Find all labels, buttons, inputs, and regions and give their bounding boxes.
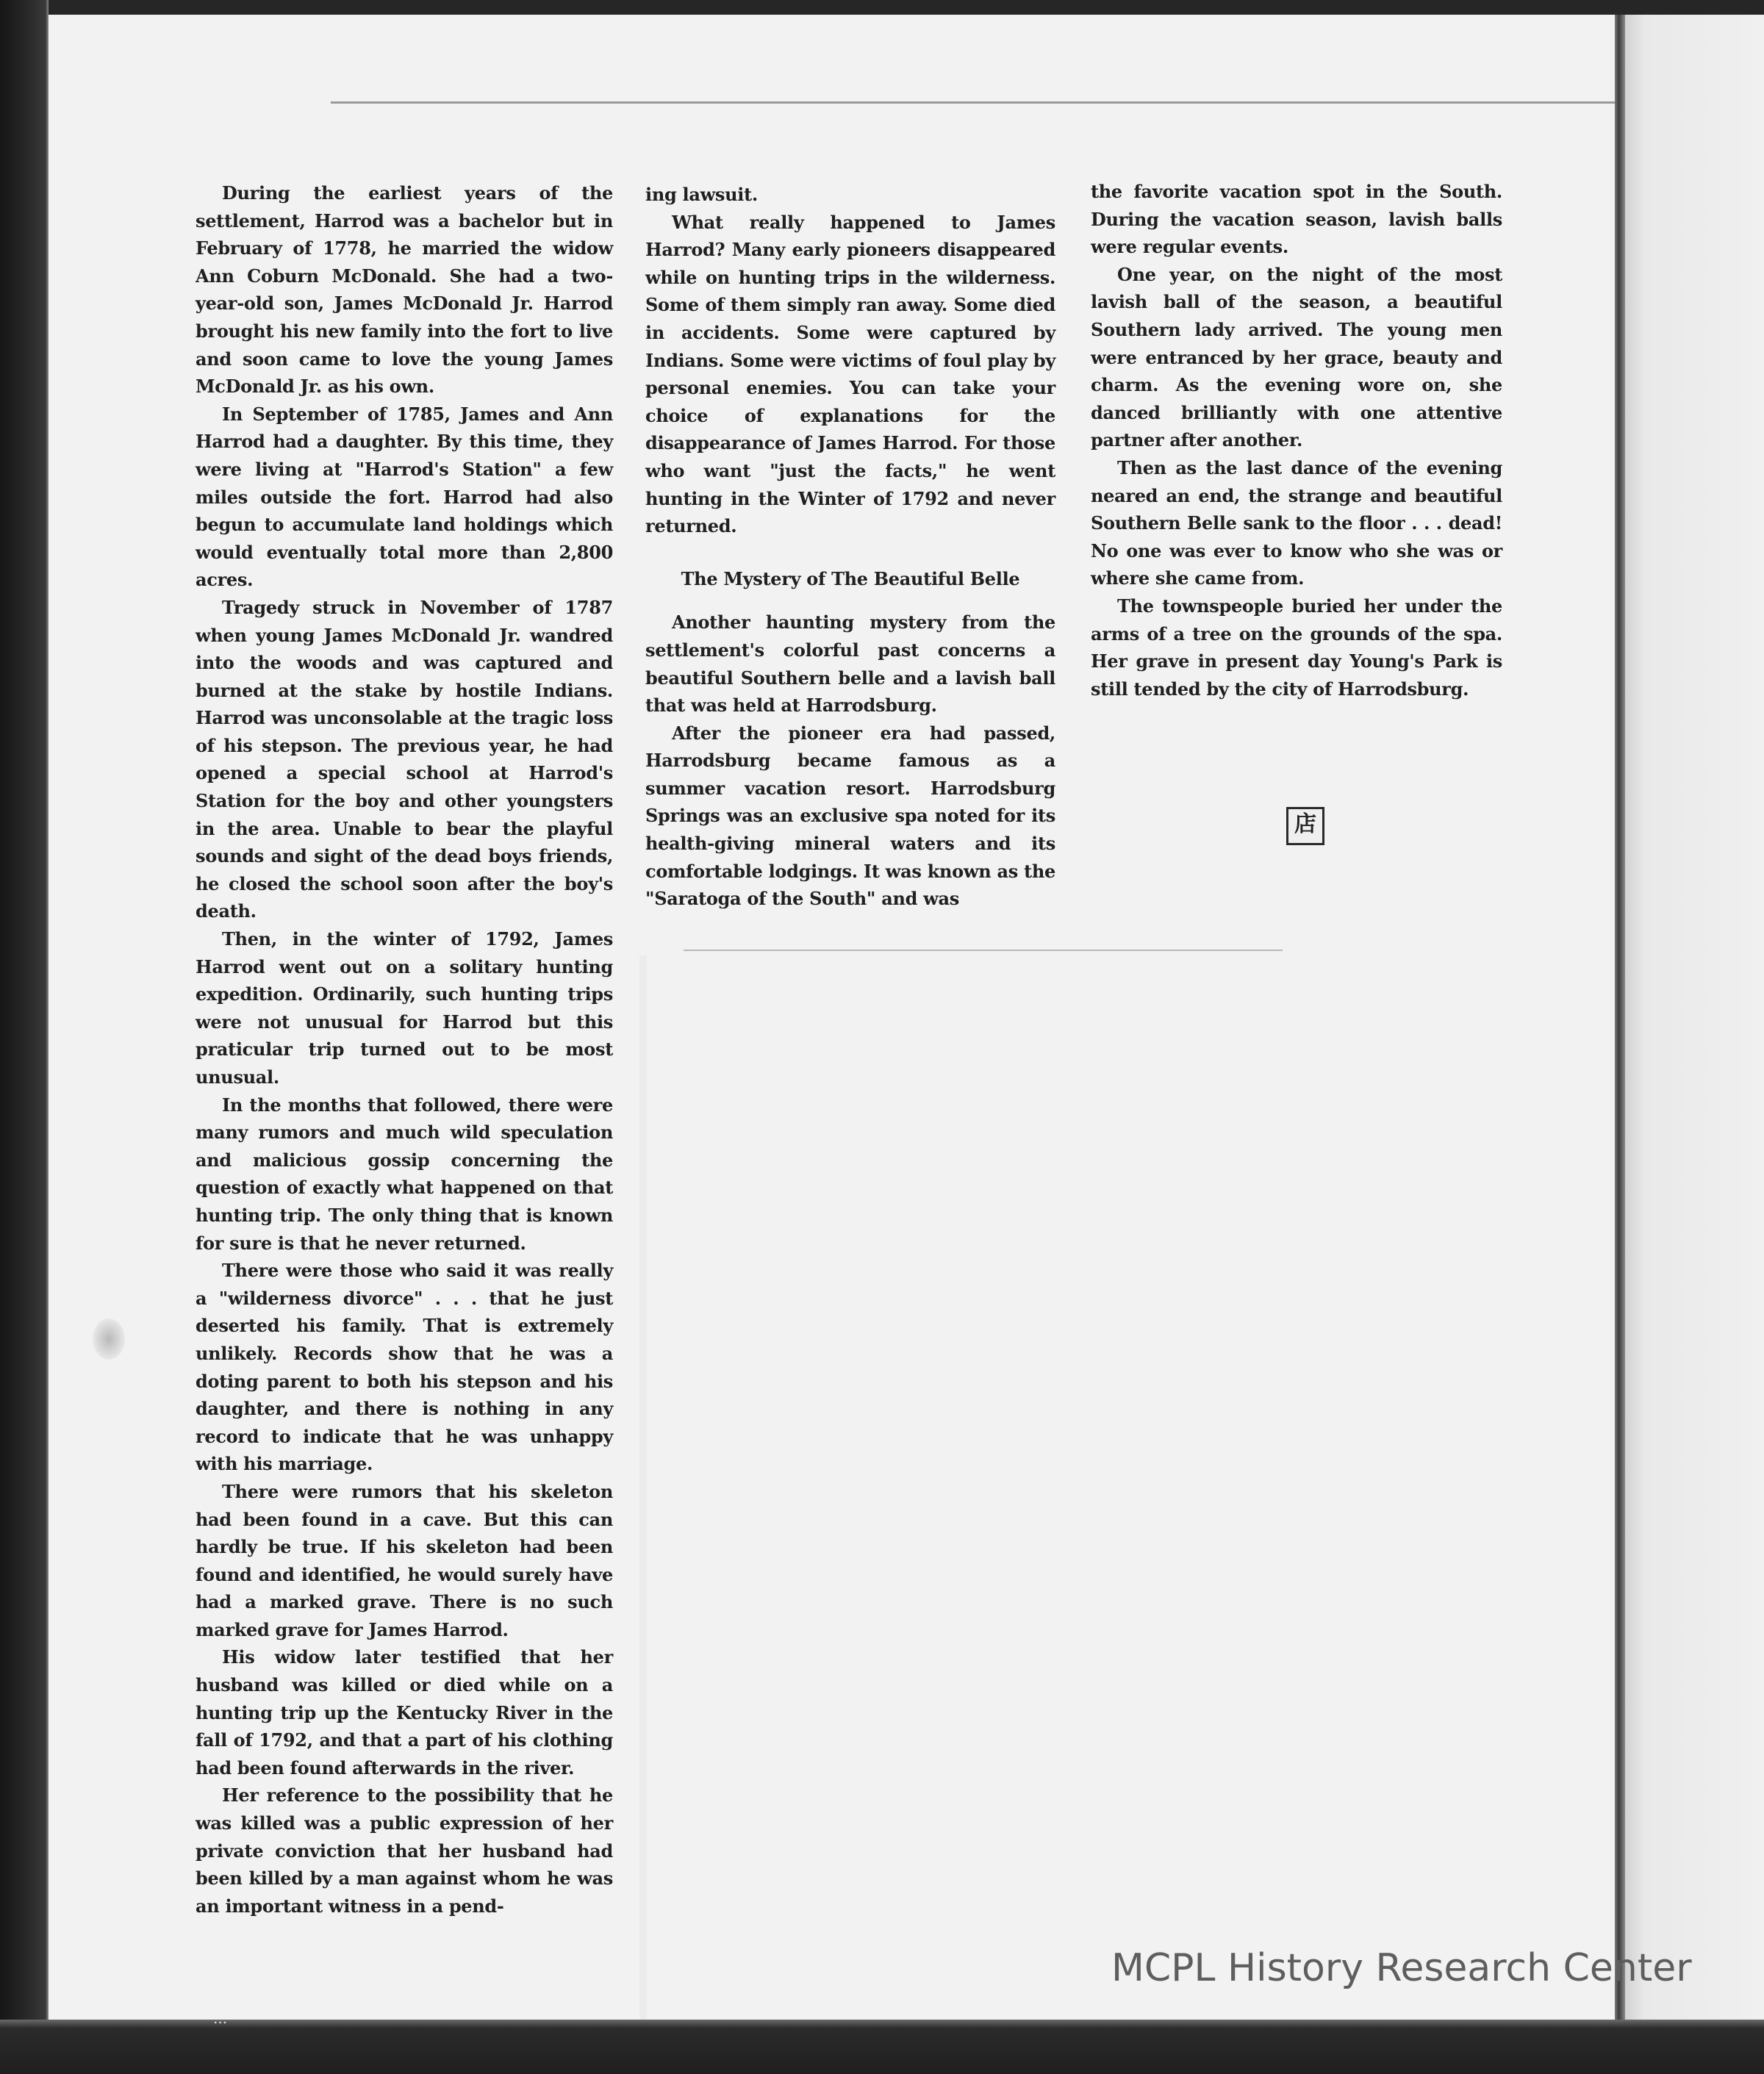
film-edge-top [0, 0, 1764, 16]
paragraph: Then, in the winter of 1792, James Harrod went out on a solitary hunting expedition. Ordinarily, such hunting trips were not unusual for Harrod but this praticular trip turned out to be most unusual. [196, 928, 613, 1088]
end-of-story-icon: 店 [1286, 807, 1324, 845]
article-column-3 [1091, 178, 1502, 703]
paragraph: His widow later testified that her husband was killed or died while on a hunting trip up the Kentucky River in the fall of 1792, and that a part of his clothing had been found afterwards in the river. [196, 1646, 613, 1779]
paragraph: Then as the last dance of the evening neared an end, the strange and beautiful Southern Belle sank to the floor . . . dead! No one was ever to know who she was or where she came from. [1091, 456, 1502, 589]
page-margin-right [1623, 15, 1764, 2020]
paragraph: The townspeople buried her under the arms of a tree on the grounds of the spa. Her grave in present day Young's Park is still tended by the city of Harrodsburg. [1091, 595, 1502, 700]
film-edge-left [0, 0, 49, 2074]
article-column-1 [196, 179, 613, 1920]
column-end-rule [684, 950, 1283, 951]
paragraph-continuation: ing lawsuit. [645, 184, 758, 205]
paragraph: One year, on the night of the most lavish ball of the season, a beautiful Southern lady arrived. The young men were entranced by her grace, beauty and charm. As the evening wore on, she danced brilliantly with one attentive partner after another. [1091, 263, 1502, 451]
article-column-2 [645, 181, 1055, 913]
paragraph: Tragedy struck in November of 1787 when young James McDonald Jr. wandred into the woods and was captured and burned at the stake by hostile Indians. Harrod was unconsolable at the tragic loss of his stepson. The previous year, he had opened a special school at Harrod's Station for the boy and other youngsters in the area. Unable to bear the playful sounds and sight of the dead boys friends, he closed the school soon after the boy's death. [196, 596, 613, 922]
paragraph: Another haunting mystery from the settlement's colorful past concerns a beautiful Southern belle and a lavish ball that was held at Harrodsburg. [645, 611, 1055, 717]
film-edge-bottom [0, 2020, 1764, 2074]
paragraph: What really happened to James Harrod? Many early pioneers disappeared while on hunting trips in the wilderness. Some of them simply ran away. Some died in accidents. Some were captured by Indians. Some were victims of foul play by personal enemies. You can take your choice of explanations for the disappearance of James Harrod. For those who want "just the facts," he went hunting in the Winter of 1792 and never returned. [645, 211, 1055, 537]
folio-mark: ... [213, 2009, 228, 2027]
top-rule [331, 101, 1624, 104]
watermark: MCPL History Research Center [1111, 1946, 1692, 1990]
column-gutter-shade [639, 955, 647, 2020]
paragraph: In September of 1785, James and Ann Harrod had a daughter. By this time, they were living at "Harrod's Station" a few miles outside the fort. Harrod had also begun to accumulate land holdings which would eventually total more than 2,800 acres. [196, 403, 613, 591]
right-rule [1615, 15, 1625, 2020]
paragraph: During the earliest years of the settlement, Harrod was a bachelor but in February of 1778, he married the widow Ann Coburn McDonald. She had a two-year-old son, James McDonald Jr. Harrod brought his new family into the fort to live and soon came to love the young James McDonald Jr. as his own. [196, 182, 613, 398]
section-heading: The Mystery of The Beautiful Belle [681, 567, 1020, 589]
paragraph-continuation: the favorite vacation spot in the South. During the vacation season, lavish balls were regular events. [1091, 181, 1502, 258]
film-smudge [93, 1318, 125, 1360]
paragraph: Her reference to the possibility that he was killed was a public expression of her private conviction that her husband had been killed by a man against whom he was an important witness in a pend- [196, 1784, 613, 1917]
paragraph: In the months that followed, there were many rumors and much wild speculation and malicious gossip concerning the question of exactly what happened on that hunting trip. The only thing that is known for sure is that he never returned. [196, 1094, 613, 1254]
paragraph: There were rumors that his skeleton had been found in a cave. But this can hardly be true. If his skeleton had been found and identified, he would surely have had a marked grave. There is no such marked grave for James Harrod. [196, 1480, 613, 1640]
paragraph: After the pioneer era had passed, Harrodsburg became famous as a summer vacation resort. Harrodsburg Springs was an exclusive spa noted for its health-giving mineral waters and its comfortable lodgings. It was known as the "Saratoga of the South" and was [645, 722, 1055, 910]
paragraph: There were those who said it was really a "wilderness divorce" . . . that he just deserted his family. That is extremely unlikely. Records show that he was a doting parent to both his stepson and his daughter, and there is nothing in any record to indicate that he was unhappy with his marriage. [196, 1260, 613, 1475]
